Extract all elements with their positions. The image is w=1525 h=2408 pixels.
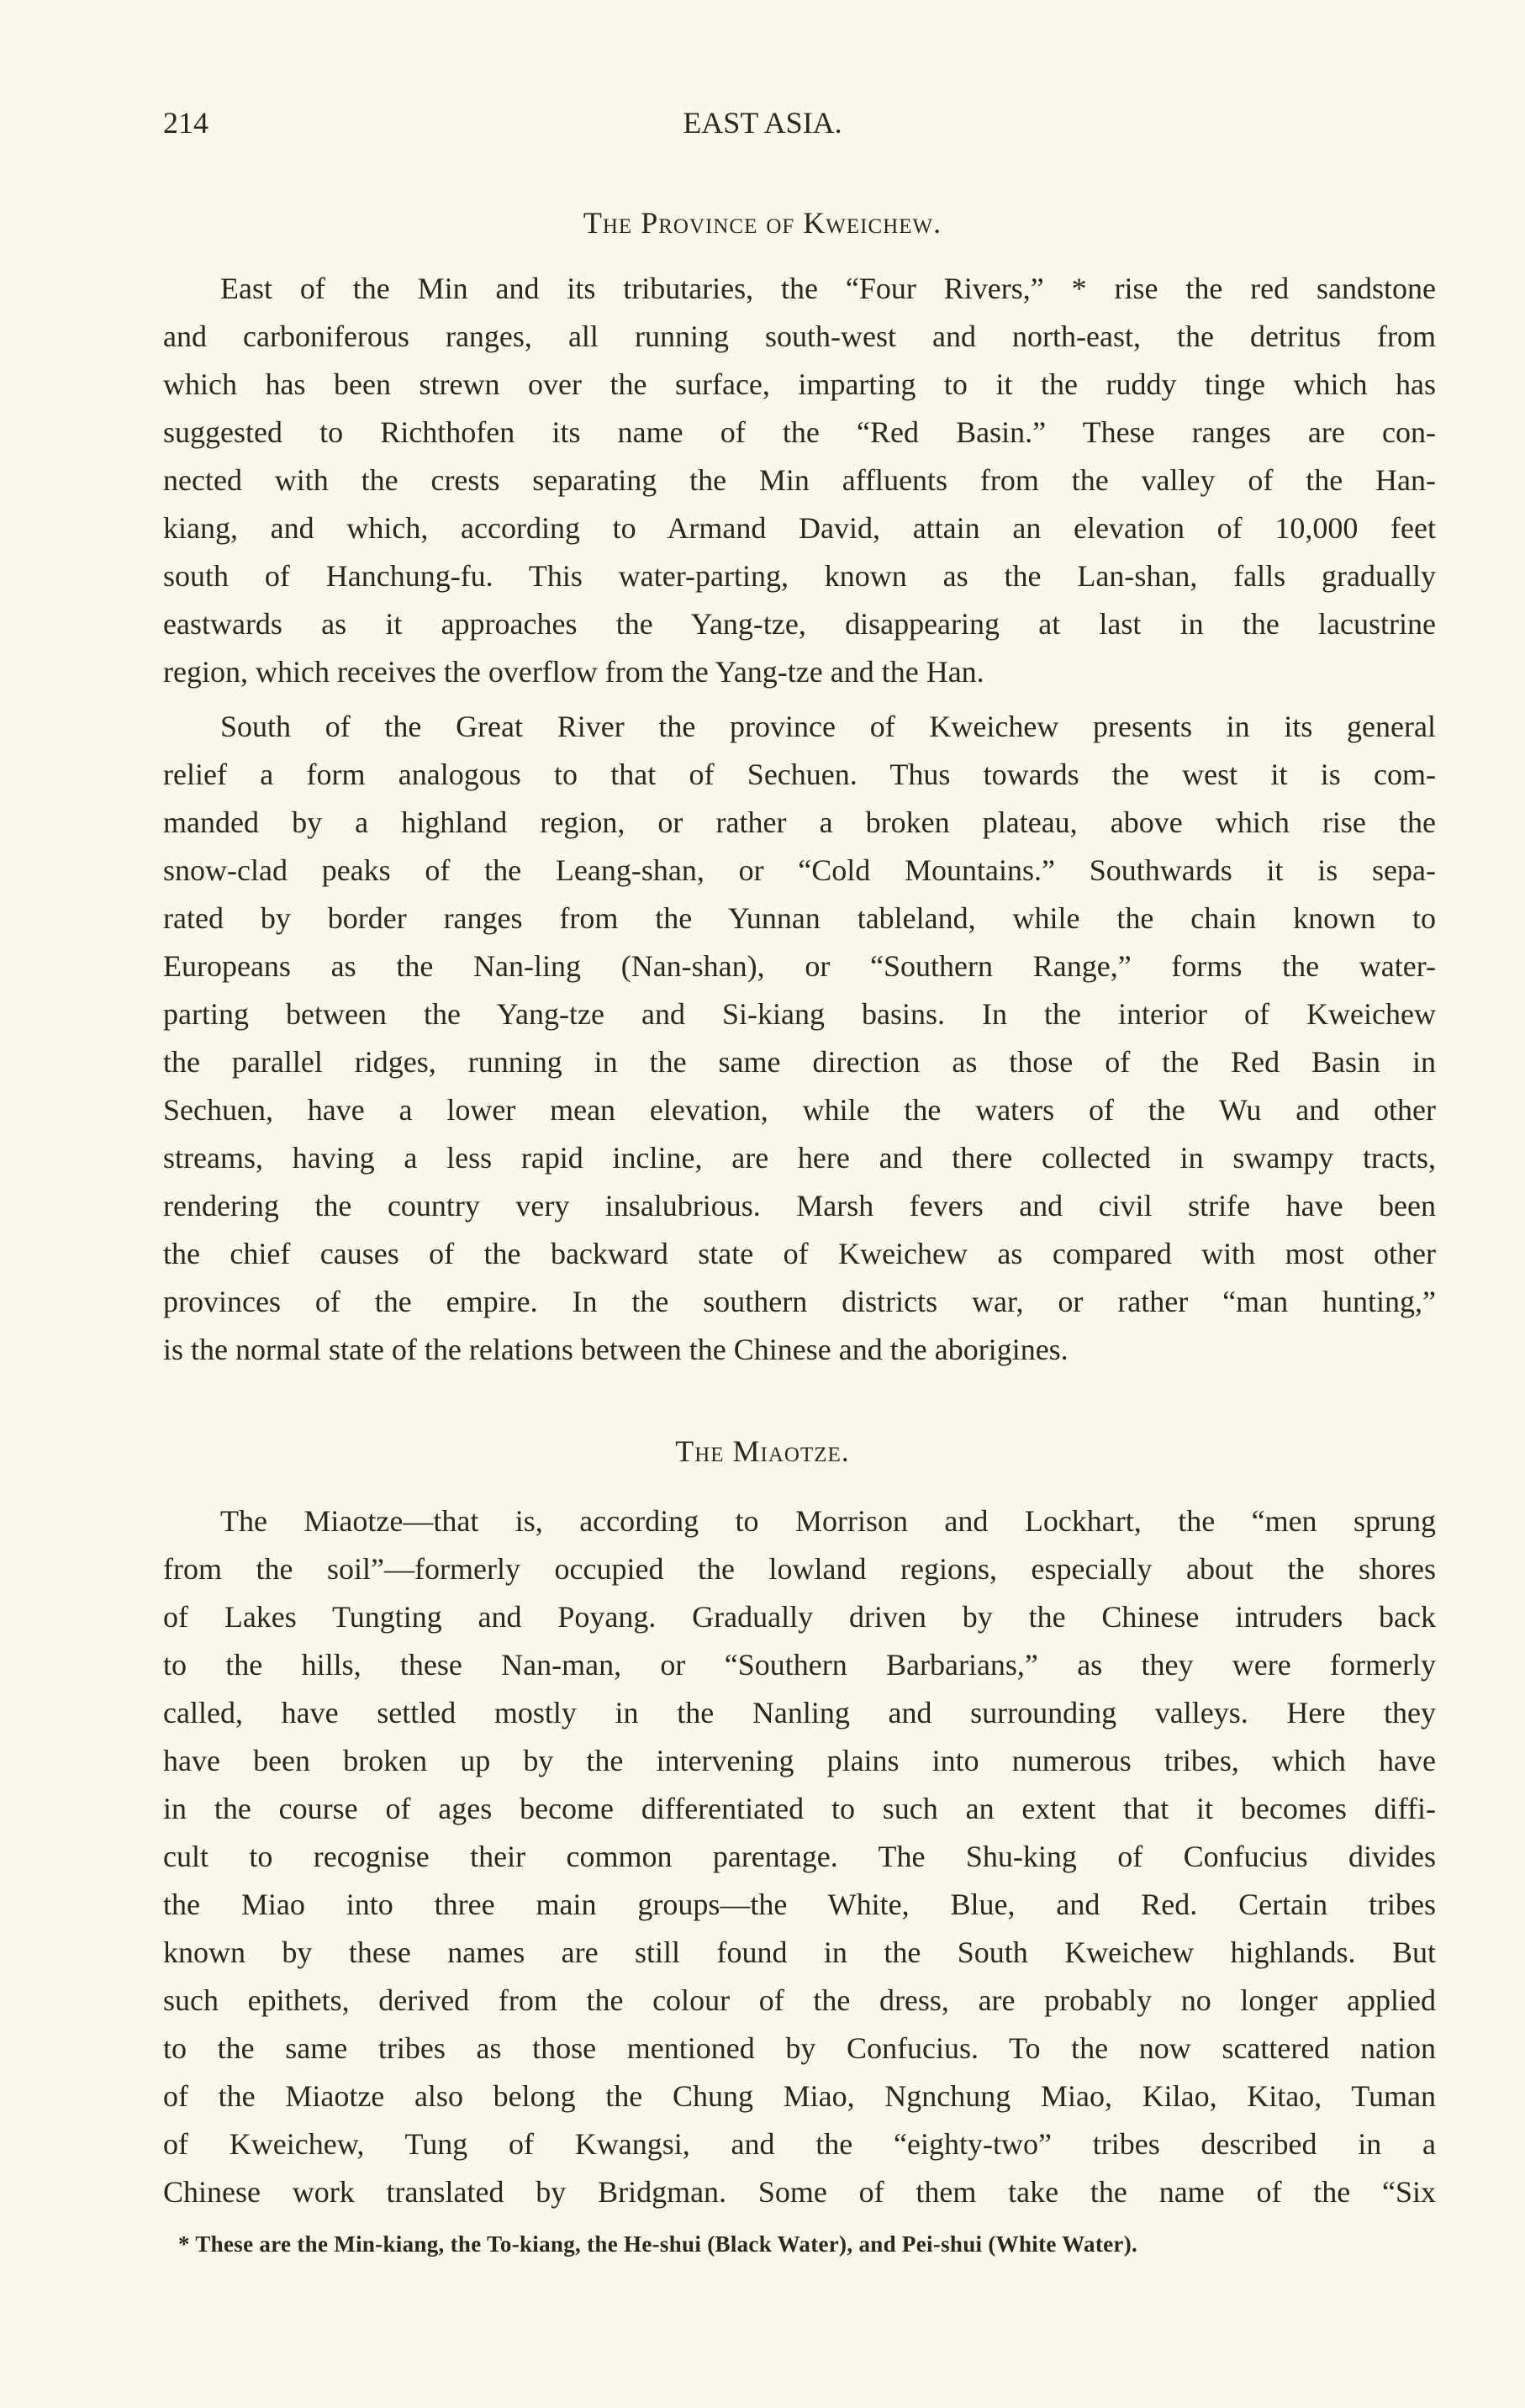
text-line: to the hills, these Nan-man, or “Southern Barbarians,” as they were formerly — [163, 1648, 1436, 1682]
text-line: have been broken up by the intervening plains into numerous tribes, which have — [163, 1744, 1436, 1777]
paragraph — [163, 1497, 1436, 2216]
text-line: kiang, and which, according to Armand David, attain an elevation of 10,000 feet — [163, 511, 1436, 545]
text-line: the parallel ridges, running in the same direction as those of the Red Basin in — [163, 1045, 1436, 1079]
text-line: rendering the country very insalubrious. Marsh fevers and civil strife have been — [163, 1189, 1436, 1222]
text-line: the chief causes of the backward state of Kweichew as compared with most other — [163, 1237, 1436, 1270]
text-line: provinces of the empire. In the southern districts war, or rather “man hunting,” — [163, 1285, 1436, 1318]
text-line: known by these names are still found in the South Kweichew highlands. But — [163, 1935, 1436, 1969]
page-number: 214 — [163, 106, 208, 140]
text-line: parting between the Yang-tze and Si-kiang basins. In the interior of Kweichew — [163, 997, 1436, 1031]
text-line: of the Miaotze also belong the Chung Miao, Ngnchung Miao, Kilao, Kitao, Tuman — [163, 2079, 1436, 2113]
paragraph — [163, 265, 1436, 696]
text-line: rated by border ranges from the Yunnan tableland, while the chain known to — [163, 901, 1436, 935]
text-line: nected with the crests separating the Min affluents from the valley of the Han- — [163, 463, 1436, 497]
text-line: streams, having a less rapid incline, are here and there collected in swampy tracts, — [163, 1141, 1436, 1175]
text-line: such epithets, derived from the colour of the dress, are probably no longer applied — [163, 1983, 1436, 2017]
text-line: which has been strewn over the surface, imparting to it the ruddy tinge which has — [163, 367, 1436, 401]
text-line: suggested to Richthofen its name of the “Red Basin.” These ranges are con- — [163, 415, 1436, 449]
running-title: EAST ASIA. — [683, 106, 842, 140]
text-line: snow-clad peaks of the Leang-shan, or “Cold Mountains.” Southwards it is sepa- — [163, 853, 1436, 887]
text-line: Europeans as the Nan-ling (Nan-shan), or “Southern Range,” forms the water- — [163, 949, 1436, 983]
text-line: eastwards as it approaches the Yang-tze, disappearing at last in the lacustrine — [163, 607, 1436, 641]
text-line: Sechuen, have a lower mean elevation, while the waters of the Wu and other — [163, 1093, 1436, 1127]
text-line: South of the Great River the province of Kweichew presents in its general — [220, 710, 1436, 743]
text-line: of Lakes Tungting and Poyang. Gradually driven by the Chinese intruders back — [163, 1600, 1436, 1634]
text-line: Chinese work translated by Bridgman. Some of them take the name of the “Six — [163, 2175, 1436, 2209]
text-line: region, which receives the overflow from the Yang-tze and the Han. — [163, 655, 984, 689]
section-title-miaotze: The Miaotze. — [675, 1434, 850, 1468]
text-line: to the same tribes as those mentioned by Confucius. To the now scattered nation — [163, 2031, 1436, 2065]
section-title-kweichew: The Province of Kweichew. — [583, 206, 942, 240]
text-line: and carboniferous ranges, all running south-west and north-east, the detritus from — [163, 319, 1436, 353]
text-line: manded by a highland region, or rather a broken plateau, above which rise the — [163, 805, 1436, 839]
text-line: East of the Min and its tributaries, the “Four Rivers,” * rise the red sandstone — [220, 272, 1436, 305]
text-line: cult to recognise their common parentage. The Shu-king of Confucius divides — [163, 1840, 1436, 1873]
text-line: called, have settled mostly in the Nanling and surrounding valleys. Here they — [163, 1696, 1436, 1729]
text-line: the Miao into three main groups—the White, Blue, and Red. Certain tribes — [163, 1888, 1436, 1921]
paragraph — [163, 703, 1436, 1374]
text-line: of Kweichew, Tung of Kwangsi, and the “eighty-two” tribes described in a — [163, 2127, 1436, 2161]
text-line: from the soil”—formerly occupied the lowland regions, especially about the shores — [163, 1552, 1436, 1586]
text-line: south of Hanchung-fu. This water-parting, known as the Lan-shan, falls gradually — [163, 559, 1436, 593]
text-line: relief a form analogous to that of Sechuen. Thus towards the west it is com- — [163, 758, 1436, 791]
text-line: is the normal state of the relations between the Chinese and the aborigines. — [163, 1333, 1069, 1366]
text-line: The Miaotze—that is, according to Morrison and Lockhart, the “men sprung — [220, 1504, 1436, 1538]
footnote: * These are the Min-kiang, the To-kiang, the He-shui (Black Water), and Pei-shui (White Water). — [178, 2231, 1138, 2257]
text-line: in the course of ages become differentiated to such an extent that it becomes diffi- — [163, 1792, 1436, 1825]
